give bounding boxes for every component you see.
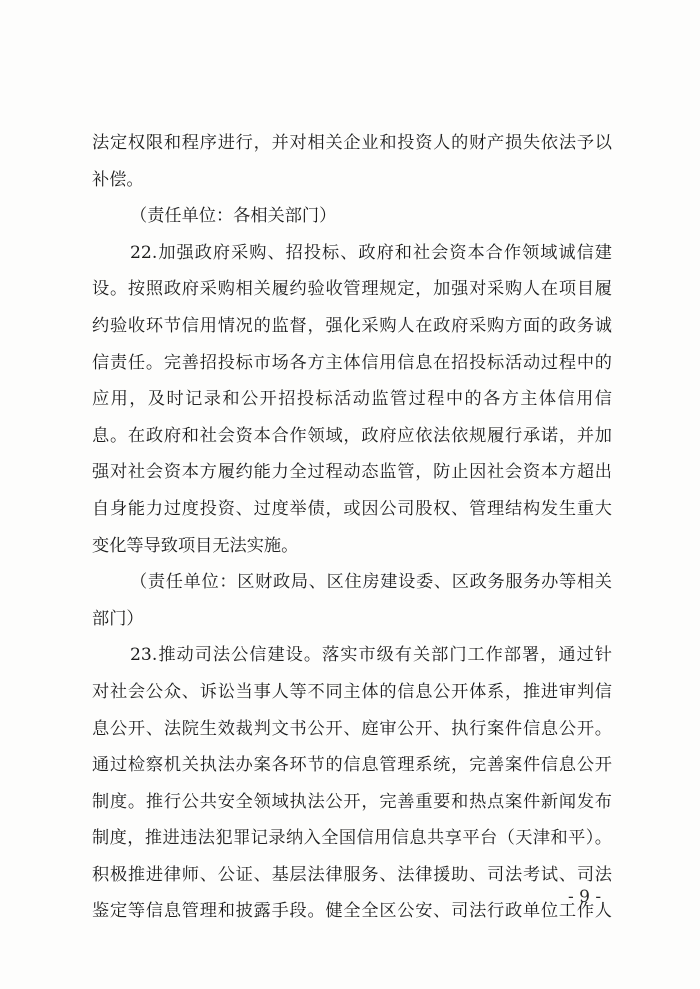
text-line: 设。按照政府采购相关履约验收管理规定，加强对采购人在项目履 bbox=[92, 279, 612, 300]
text-line: 息。在政府和社会资本合作领域，政府应依法依规履行承诺，并加 bbox=[92, 425, 612, 446]
text-line: （责任单位：区财政局、区住房建设委、区政务服务办等相关 bbox=[130, 572, 612, 593]
text-line: 息公开、法院生效裁判文书公开、庭审公开、执行案件信息公开。 bbox=[92, 718, 612, 739]
text-line: 自身能力过度投资、过度举债，或因公司股权、管理结构发生重大 bbox=[92, 498, 612, 519]
text-line: 通过检察机关执法办案各环节的信息管理系统，完善案件信息公开 bbox=[92, 755, 612, 776]
text-line: 部门） bbox=[92, 608, 144, 629]
text-line: 强对社会资本方履约能力全过程动态监管，防止因社会资本方超出 bbox=[92, 462, 612, 483]
text-line: 22.加强政府采购、招投标、政府和社会资本合作领域诚信建 bbox=[130, 242, 612, 263]
text-line: 约验收环节信用情况的监督，强化采购人在政府采购方面的政务诚 bbox=[92, 315, 612, 336]
text-line: 法定权限和程序进行，并对相关企业和投资人的财产损失依法予以 bbox=[92, 133, 612, 153]
text-line: 变化等导致项目无法实施。 bbox=[92, 535, 299, 556]
text-line: 制度，推进违法犯罪记录纳入全国信用信息共享平台（天津和平）。 bbox=[92, 828, 612, 849]
text-line: 鉴定等信息管理和披露手段。健全全区公安、司法行政单位工作人 bbox=[92, 901, 612, 922]
text-line: 补偿。 bbox=[92, 169, 144, 190]
document-body bbox=[92, 125, 612, 930]
page-number: - 9 - bbox=[568, 887, 602, 907]
text-line: 对社会公众、诉讼当事人等不同主体的信息公开体系，推进审判信 bbox=[92, 681, 612, 702]
text-line: （责任单位：各相关部门） bbox=[130, 206, 337, 227]
text-line: 积极推进律师、公证、基层法律服务、法律援助、司法考试、司法 bbox=[92, 864, 612, 885]
text-line: 应用，及时记录和公开招投标活动监管过程中的各方主体信用信 bbox=[92, 389, 612, 410]
text-line: 信责任。完善招投标市场各方主体信用信息在招投标活动过程中的 bbox=[92, 352, 612, 373]
text-line: 23.推动司法公信建设。落实市级有关部门工作部署，通过针 bbox=[130, 645, 612, 666]
text-line: 制度。推行公共安全领域执法公开，完善重要和热点案件新闻发布 bbox=[92, 791, 612, 812]
